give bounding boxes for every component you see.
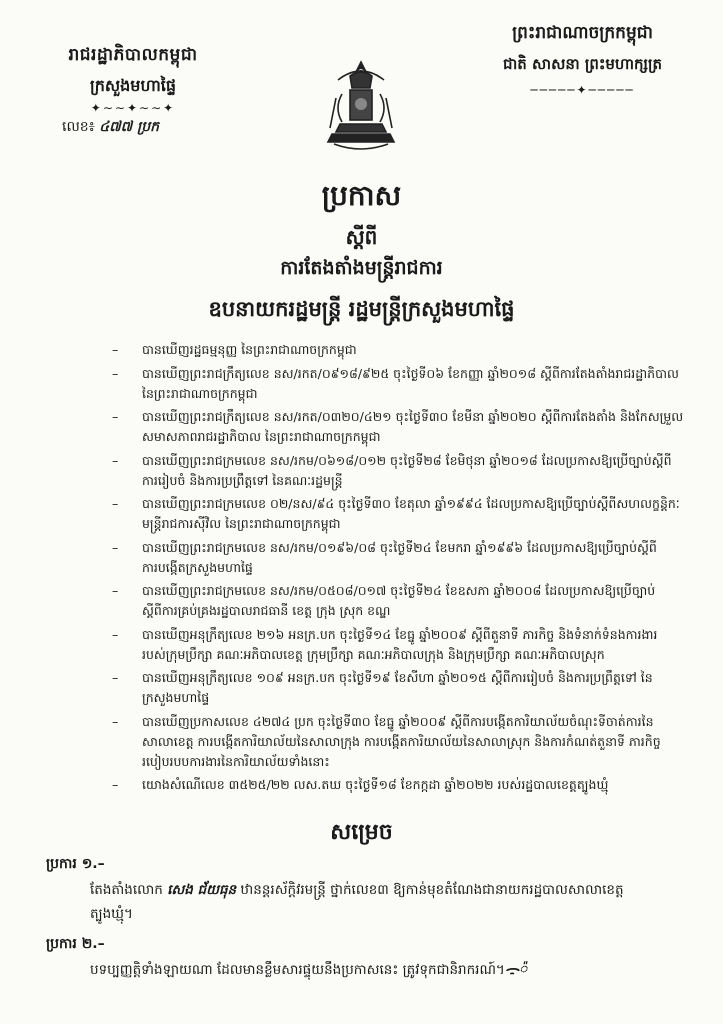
number-value: ៤៧៧ ប្រក [99,119,159,135]
government-name: រាជរដ្ឋាភិបាលកម្ពុជា [68,45,198,65]
decision-heading: សម្រេច [330,820,393,845]
document-number [38,117,228,138]
list-item: – បានឃើញព្រះរាជក្រមលេខ នស/រកម/០៥០៨/០១៧ ចុះថ្ងៃទី២៤ ខែឧសភា ឆ្នាំ២០០៨ ដែលប្រកាសឱ្យប្រើច្បាប់ ស្តីពីការគ្រប់គ្រងរដ្ឋបាលរាជធានី ខេត្ត ក្រុង ស្រុក ខណ្ឌ [112,583,656,618]
number-label: លេខ៖ [62,119,95,135]
list-item: – បានឃើញអនុក្រឹត្យលេខ ២១៦ អនក្រ.បក ចុះថ្ងៃទី១៤ ខែធ្នូ ឆ្នាំ២០០៩ ស្តីពីតួនាទី ភារកិច្ច និងទំនាក់ទំនងការងារ របស់ក្រុមប្រឹក្សា គណៈអភិបាលខេត្ត ក្រុមប្រឹក្សា គណៈអភិបាលក្រុង និងក្រុមប្រឹក្សា គណៈអភិបាលស្រុក [112,626,658,662]
list-item: – បានឃើញអនុក្រឹត្យលេខ ១០៩ អនក្រ.បក ចុះថ្ងៃទី១៩ ខែសីហា ឆ្នាំ២០១៥ ស្តីពីការរៀបចំ និងការប្រព្រឹត្តទៅ នៃ ក្រសួងមហាផ្ទៃ [112,670,653,705]
royal-emblem-icon [320,58,402,154]
handwritten-initial: ᯙ៉ [504,962,528,978]
motto: ជាតិ សាសនា ព្រះមហាក្សត្រ [503,55,662,73]
article-1-text: តែងតាំងលោក សេង ជ័យធុន ឋានន្តរស័ក្តិវរមន្ត្រី ថ្នាក់លេខ៣ ឱ្យកាន់មុខតំណែងជានាយករដ្ឋបាលសាលាខេត្ត ត្បូងឃ្មុំ។ [90,882,624,922]
list-item: – បានឃើញព្រះរាជក្រឹត្យលេខ នស/រកត/០៩១៨/៩២៥ ចុះថ្ងៃទី០៦ ខែកញ្ញា ឆ្នាំ២០១៨ ស្តីពីការតែងតាំងរាជរដ្ឋាភិបាល នៃព្រះរាជាណាចក្រកម្ពុជា [112,365,679,401]
ornament-divider-right: ─────✦───── [530,83,635,97]
kingdom-header [460,22,705,97]
title-issuer: ឧបនាយករដ្ឋមន្ត្រី រដ្ឋមន្ត្រីក្រសួងមហាផ្ទៃ [208,297,515,321]
considerations-list [112,340,692,799]
list-item: – បានឃើញរដ្ឋធម្មនុញ្ញ នៃព្រះរាជាណាចក្រកម្ពុជា [112,342,357,357]
title-about: ស្តីពី [345,225,378,249]
ministry-header [38,44,228,138]
appointee-name: សេង ជ័យធុន [167,882,237,898]
title-subject: ការតែងតាំងមន្ត្រីរាជការ [280,257,443,279]
ornament-divider: ✦∼∼✦∼∼✦ [90,101,176,115]
list-item: – បានឃើញព្រះរាជក្រមលេខ ០២/នស/៩៤ ចុះថ្ងៃទី៣០ ខែតុលា ឆ្នាំ១៩៩៤ ដែលប្រកាសឱ្យប្រើច្បាប់ស្តីពីសហលក្ខន្តិកៈ មន្ត្រីរាជការស៊ីវិល នៃព្រះរាជាណាចក្រកម្ពុជា [112,496,680,531]
list-item: – បានឃើញព្រះរាជក្រមលេខ នស/រកម/០៦១៨/០១២ ចុះថ្ងៃទី២៨ ខែមិថុនា ឆ្នាំ២០១៨ ដែលប្រកាសឱ្យប្រើច្បាប់ស្តីពី ការរៀបចំ និងការប្រព្រឹត្តទៅ នៃគណៈរដ្ឋមន្ត្រី [112,452,672,488]
article-2-label: ប្រការ ២.– [46,936,105,952]
list-item: – បានឃើញប្រកាសលេខ ៤២៧៤ ប្រក ចុះថ្ងៃទី៣០ ខែធ្នូ ឆ្នាំ២០០៩ ស្តីពីការបង្កើតការិយាល័យចំណុះទីចាត់ការនៃ សាលាខេត្ត ការបង្កើតការិយាល័យនៃសាលាក្រុង ការបង្កើតការិយាល័យនៃសាលាស្រុក និងការកំណត់តួនាទី ភារកិច្ច របៀបរបបការងារនៃការិយាល័យទាំងនោះ [112,713,661,769]
article-2-text: បទប្បញ្ញត្តិទាំងឡាយណា ដែលមានខ្លឹមសារផ្ទុយនឹងប្រកាសនេះ ត្រូវទុកជានិរាករណ៍។ᯙ៉ [90,962,528,978]
list-item: – យោងសំណើលេខ ៣៥២៥/២២ លស.តឃ ចុះថ្ងៃទី១៨ ខែកក្កដា ឆ្នាំ២០២២ របស់រដ្ឋបាលខេត្តត្បូងឃ្មុំ [112,777,609,792]
document-type: ប្រកាស [321,179,402,212]
kingdom-name: ព្រះរាជាណាចក្រកម្ពុជា [512,23,653,43]
article-1-label: ប្រការ ១.– [46,856,105,872]
list-item: – បានឃើញព្រះរាជក្រឹត្យលេខ នស/រកត/០៣២០/៤២១ ចុះថ្ងៃទី៣០ ខែមីនា ឆ្នាំ២០២០ ស្តីពីការតែងតាំង និងកែសម្រួល សមាសភាពរាជរដ្ឋាភិបាល នៃព្រះរាជាណាចក្រកម្ពុជា [112,409,684,444]
ministry-name: ក្រសួងមហាផ្ទៃ [89,76,176,95]
list-item: – បានឃើញព្រះរាជក្រមលេខ នស/រកម/០១៩៦/០៨ ចុះថ្ងៃទី២៤ ខែមករា ឆ្នាំ១៩៩៦ ដែលប្រកាសឱ្យប្រើច្បាប់ស្តីពី ការបង្កើតក្រសួងមហាផ្ទៃ [112,539,657,575]
